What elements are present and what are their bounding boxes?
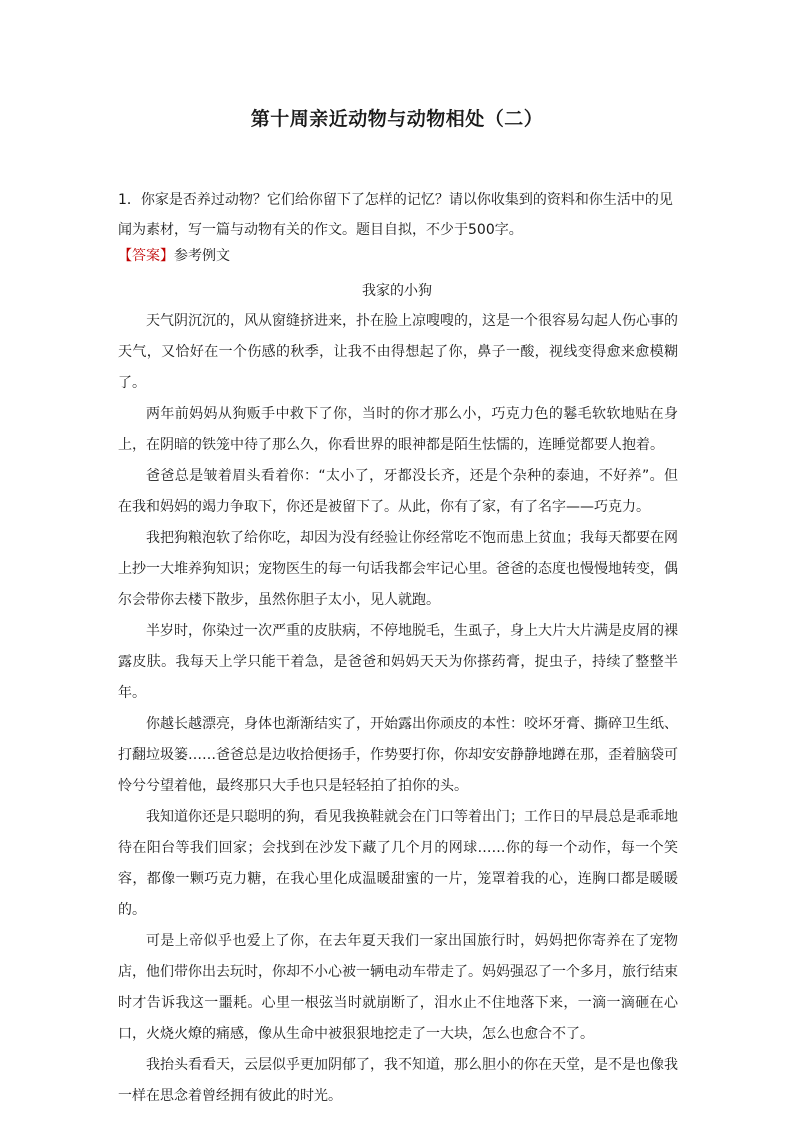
- question-text: 1．你家是否养过动物？它们给你留下了怎样的记忆？请以你收集到的资料和你生活中的见闻为素材，写一篇与动物有关的作文。题目自拟，不少于500字。: [118, 192, 673, 238]
- essay-body: [118, 306, 678, 1112]
- answer-line: [118, 244, 230, 268]
- document-title: 第十周亲近动物与动物相处（二）: [250, 108, 544, 130]
- essay-paragraph: 天气阴沉沉的，风从窗缝挤进来，扑在脸上凉嗖嗖的，这是一个很容易勾起人伤心事的天气，又恰好在一个伤感的秋季，让我不由得想起了你，鼻子一酸，视线变得愈来愈模糊了。: [118, 313, 678, 391]
- essay-paragraph: 两年前妈妈从狗贩手中救下了你，当时的你才那么小，巧克力色的鬈毛软软地贴在身上，在阴暗的铁笼中待了那么久，你看世界的眼神都是陌生怯懦的，连睡觉都要人抱着。: [118, 406, 678, 453]
- essay-paragraph: 我把狗粮泡软了给你吃，却因为没有经验让你经常吃不饱而患上贫血；我每天都要在网上抄一大堆养狗知识；宠物医生的每一句话我都会牢记心里。爸爸的态度也慢慢地转变，偶尔会带你去楼下散步，虽然你胆子太小，见人就跑。: [118, 530, 678, 608]
- answer-tag: 【答案】: [118, 248, 174, 264]
- essay-title: 我家的小狗: [362, 283, 432, 299]
- essay-paragraph: 可是上帝似乎也爱上了你，在去年夏天我们一家出国旅行时，妈妈把你寄养在了宠物店，他们带你出去玩时，你却不小心被一辆电动车带走了。妈妈强忍了一个多月，旅行结束时才告诉我这一噩耗。心里一根弦当时就崩断了，泪水止不住地落下来，一滴一滴砸在心口，火烧火燎的痛感，像从生命中被狠狠地挖走了一大块，怎么也愈合不了。: [118, 933, 678, 1042]
- essay-paragraph: 你越长越漂亮，身体也渐渐结实了，开始露出你顽皮的本性：咬坏牙膏、撕碎卫生纸、打翻垃圾篓……爸爸总是边收拾便扬手，作势要打你，你却安安静静地蹲在那，歪着脑袋可怜兮兮望着他，最终那只大手也只是轻轻拍了拍你的头。: [118, 716, 678, 794]
- essay-paragraph: 爸爸总是皱着眉头看着你：“太小了，牙都没长齐，还是个杂种的泰迪，不好养”。但在我和妈妈的竭力争取下，你还是被留下了。从此，你有了家，有了名字——巧克力。: [118, 468, 678, 515]
- essay-paragraph: 我知道你还是只聪明的狗，看见我换鞋就会在门口等着出门；工作日的早晨总是乖乖地待在阳台等我们回家；会找到在沙发下藏了几个月的网球……你的每一个动作，每一个笑容，都像一颗巧克力糖，在我心里化成温暖甜蜜的一片，笼罩着我的心，连胸口都是暖暖的。: [118, 809, 678, 918]
- answer-label: 参考例文: [174, 248, 230, 264]
- essay-paragraph: 半岁时，你染过一次严重的皮肤病，不停地脱毛，生虱子，身上大片大片满是皮屑的裸露皮肤。我每天上学只能干着急，是爸爸和妈妈天天为你搽药膏，捉虫子，持续了整整半年。: [118, 623, 678, 701]
- essay-paragraph: 我抬头看看天，云层似乎更加阴郁了，我不知道，那么胆小的你在天堂，是不是也像我一样在思念着曾经拥有彼此的时光。: [118, 1057, 678, 1104]
